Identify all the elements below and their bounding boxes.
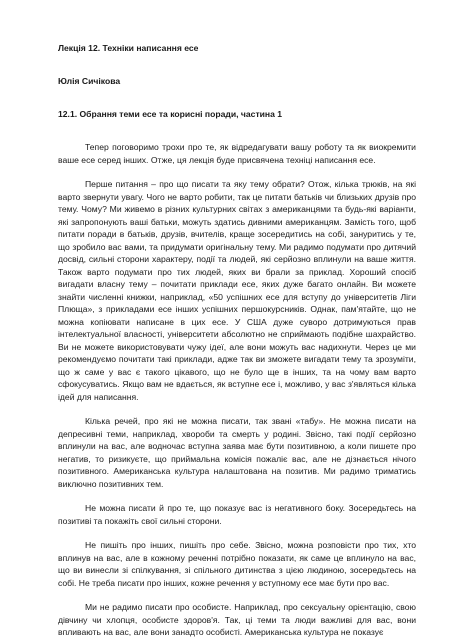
paragraph: Ми не радимо писати про особисте. Наприклад, про сексуальну орієнтацію, свою дівчину чи хлопця, особисте здоров'я. Так, ці теми та люди важливі для вас, вони впливають на вас, але вони занадто особисті. Американська культура не показує	[58, 602, 416, 637]
lecture-title: Лекція 12. Техніки написання есе	[58, 43, 199, 53]
paragraph: Кілька речей, про які не можна писати, так звані «табу». Не можна писати на депресивні теми, наприклад, хвороби та смерть у родині. Звісно, такі події серйозно вплинули на вас, але водночас вступна заява має бути позитивною, а коли пишете про негатив, то ризикуєте, що приймальна комісія пожаліє вас, але не дізнається нічого позитивного. Американська культура налаштована на позитив. Ми радимо триматись виключно позитивних тем.	[58, 416, 416, 489]
paragraph: Не можна писати й про те, що показує вас із негативного боку. Зосередьтесь на позитиві та покажіть свої сильні сторони.	[58, 503, 416, 526]
section-title: 12.1. Обрання теми есе та корисні поради, частина 1	[58, 109, 283, 119]
paragraph: Перше питання – про що писати та яку тему обрати? Отож, кілька трюків, на які варто звернути увагу. Чого не варто робити, так це питати батьків чи близьких друзів про тему. Чому? Ми живемо в різних культурних світах з американцями та будь-які варіанти, які запропонують ваші батьки, можуть здатись дивними американцям. Замість того, щоб питати поради в батьків, друзів, вчителів, краще зосередитись на собі, зануритись у те, що зробило вас вами, та придумати оригінальну тему. Ми радимо подумати про дитячий досвід, сильні сторони характеру, події та людей, які серйозно вплинули на ваше життя. Також варто подумати про тих людей, яких ви брали за приклад. Хороший спосіб вигадати власну тему – почитати приклади есе, яких дуже багато онлайн. Ви можете знайти численні книжки, наприклад, «50 успішних есе для вступу до університетів Ліги Плюща», з прикладами есе інших успішних першокурсників. Однак, пам'ятайте, що не можна копіювати написане в цих есе. У США дуже суворо дотримуються прав інтелектуальної власності, університети абсолютно не сприймають подібне шахрайство. Ви не можете використовувати чужу ідеї, але вони можуть вас надихнути. Через це ми рекомендуємо почитати такі приклади, адже так ви зможете вигадати тему та зрозуміти, що ж саме у вас є такого цікавого, що не було ще в інших, та на чому вам варто сфокусуватись. Якщо вам не вдається, як вступне есе і, можливо, у вас з'являться кілька ідей для написання.	[58, 179, 416, 402]
paragraph: Тепер поговоримо трохи про те, як відредагувати вашу роботу та як виокремити ваше есе серед інших. Отже, ця лекція буде присвячена техніці написання есе.	[58, 142, 416, 165]
author-name: Юлія Сичікова	[58, 76, 121, 86]
paragraph: Не пишіть про інших, пишіть про себе. Звісно, можна розповісти про тих, хто вплинув на вас, але в кожному реченні потрібно показати, як саме це вплинуло на вас, що ви винесли зі спілкування, зі спільного дитинства з цією людиною, зосередьтесь на собі. Не треба писати про інших, кожне речення у вступному есе має бути про вас.	[58, 540, 416, 588]
